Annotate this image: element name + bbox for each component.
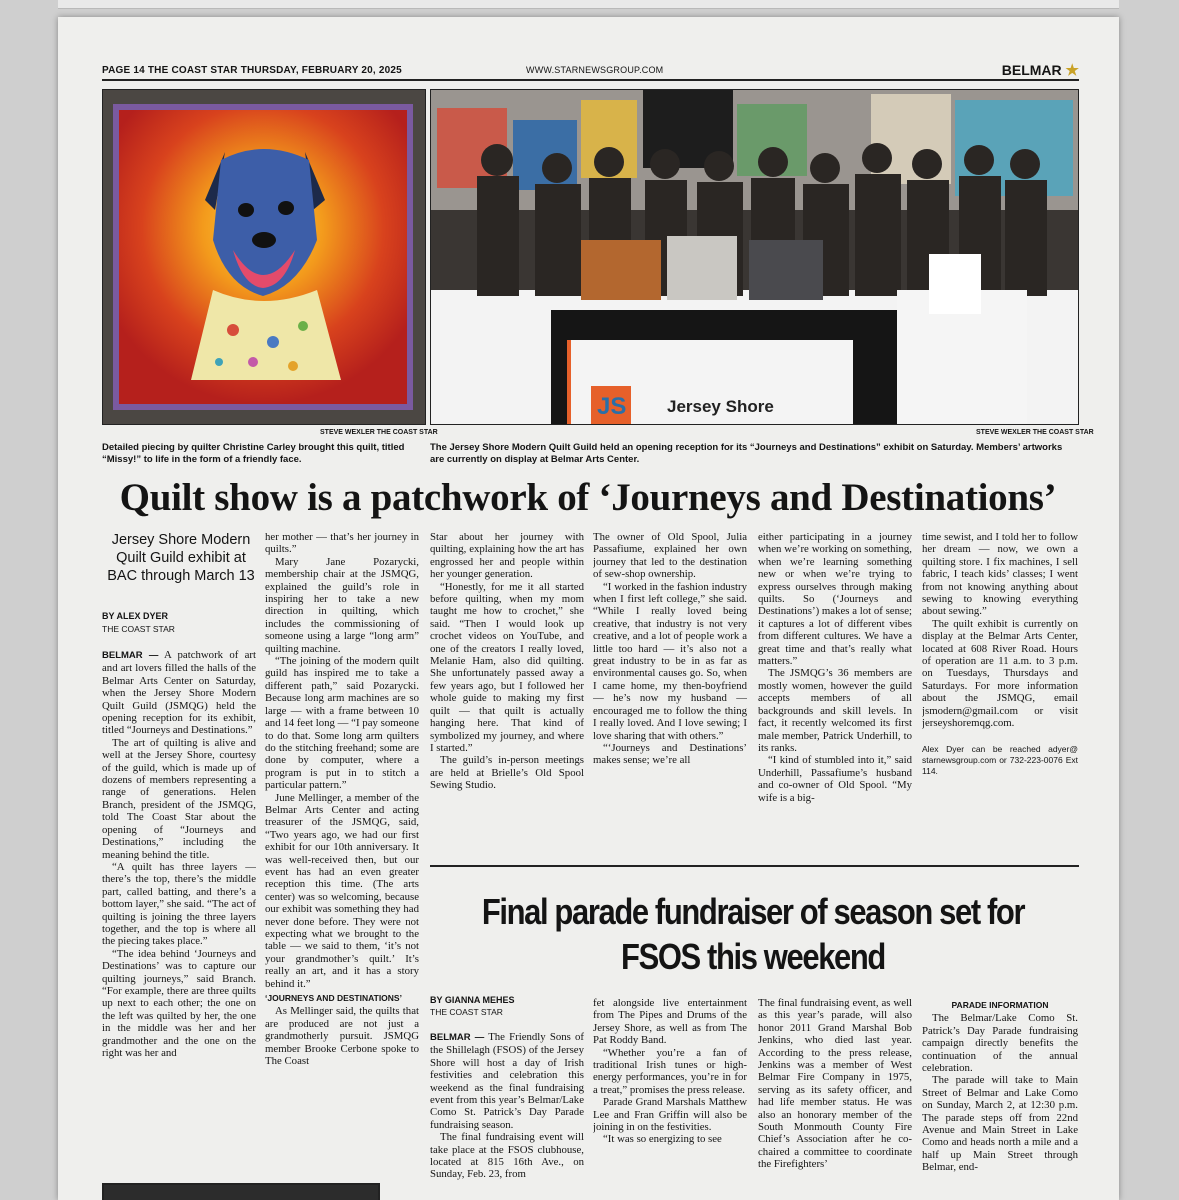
page-folio: PAGE 14 THE COAST STAR THURSDAY, FEBRUARY 20, 2025 (102, 65, 402, 76)
byline-org: THE COAST STAR (102, 624, 175, 634)
article2-column-4: PARADE INFORMATION The Belmar/Lake Como St. Patrick’s Day Parade fundraising campaign directly benefits the continuation of the annual celebration. The parade will take to Main Street of Belmar and Lake Como on Sunday, March 2, at 12:30 p.m. The parade steps off from 22nd Avenue and Main Street in Lake Como and heads north a mile and a half up Main Street through Belmar, end- (922, 1000, 1078, 1174)
article-column-2: her mother — that’s her journey in quilts.” Mary Jane Pozarycki, membership chair at the JSMQG, explained the guild’s role in inspiring her to take a new direction in quilting, which includes the commissioning of someone using a large “long arm” quilting machine. “The joining of the modern quilt guild has inspired me to take a different path,” said Pozarycki. Because long arm machines are so large — with a frame between 10 and 14 feet long — “I pay someone to do that. Some long arm quilters do the stitching freehand; some are done by computer, where a program is put in to stitch a particular pattern.” June Mellinger, a member of the Belmar Arts Center and acting treasurer of the JSMQG, said, “Two years ago, we had our first exhibit for our 10th anniversary. It was well-received then, but our event has had an even greater reception this time. (The arts center) was so welcoming, because our exhibit was something they had never done before. They were not expecting what we brought to the table — we said to them, ‘it’s not your grandmother’s quilt.’ It’s really an art, and it has a story behind it.” ‘JOURNEYS AND DESTINATIONS’ As Mellinger said, the quilts that are produced are not just a grandmotherly pursuit. JSMQG member Brooke Cerbone spoke to The Coast (265, 531, 419, 1068)
bottom-graphic (102, 1183, 380, 1200)
section-rule (430, 865, 1079, 867)
dateline: BELMAR — (102, 650, 159, 661)
article-subhead: Jersey Shore Modern Quilt Guild exhibit at BAC through March 13 (107, 532, 255, 584)
byline: BY ALEX DYER (102, 611, 169, 621)
author-contact: Alex Dyer can be reached adyer@ starnewsgroup.com or 732-223-0076 Ext 114. (922, 743, 1078, 776)
photo-caption-1: Detailed piecing by quilter Christine Carley brought this quilt, titled “Missy!” to life in the form of a friendly face. (102, 442, 405, 465)
group-photo (430, 89, 1079, 425)
second-headline[interactable]: Final parade fundraiser of season set for FSOS this weekend (481, 891, 1025, 977)
article-column-3: Star about her journey with quilting, explaining how the art has engrossed her and people within her younger generation. “Honestly, for me it all started before quilting, when my mom taught me how to crochet,” she said. “Then I would look up crochet videos on YouTube, and one of the creators I really loved, Melanie Ham, also did quilting. She unfortunately passed away a few years ago, but I followed her whole guide to making my first quilt — that quilt is actually hanging here. That kind of symbolized my journey, and where I started.” The guild’s in-person meetings are held at Brielle’s Old Spool Sewing Studio. (430, 531, 584, 792)
article-column-6: time sewist, and I told her to follow her dream — now, we own a quilting store. I fix machines, I sell fabric, I teach kids’ classes; I went from not knowing anything about sewing to knowing everything about sewing.” The quilt exhibit is currently on display at the Belmar Arts Center, located at 608 River Road. Hours of operation are 11 a.m. to 3 p.m. on Tuesdays, Thursdays and Saturdays. For more information about the JSMQG, email jsmodern@gmail.com or visit jerseyshoremqg.com. Alex Dyer can be reached adyer@ starnewsgroup.com or 732-223-0076 Ext 114. (922, 531, 1078, 776)
newspaper-page[interactable] (58, 17, 1119, 1200)
main-headline[interactable]: Quilt show is a patchwork of ‘Journeys and Destinations’ (119, 476, 1057, 519)
top-page-edge (58, 0, 1119, 9)
byline-2-org: THE COAST STAR (430, 1007, 503, 1017)
article2-column-2: fet alongside live entertainment from The Pipes and Drums of the Jersey Shore, as well as from The Pat Roddy Band. “Whether you’re a fan of traditional Irish tunes or high-energy performances, you’re in for a treat,” promises the press release. Parade Grand Marshals Matthew Lee and Fran Griffin will also be joining in on the festivities. “It was so energizing to see (593, 997, 747, 1146)
article-column-1: BELMAR — A patchwork of art and art lovers filled the halls of the Belmar Arts Center on Saturday, when the Jersey Shore Modern Quilt Guild (JSMQG) held the opening reception for its exhibit, titled “Journeys and Destinations.” The art of quilting is alive and well at the Jersey Shore, courtesy of the guild, which is made up of dozens of members representing a range of generations. Helen Branch, president of the JSMQG, told The Coast Star about the opening of “Journeys and Destinations,” including the meaning behind the title. “A quilt has three layers — there’s the top, there’s the middle part, called batting, and there’s a bottom layer,” she said. “The act of quilting is joining the three layers together, and the top is where all the piecing takes place.” “The idea behind ‘Journeys and Destinations’ was to capture our quilting journeys,” said Branch. “For example, there are three quilts up next to each other; the one on the left was quilted by her, the one in the middle was her and her grandmother and the one on the right was her and (102, 649, 256, 1059)
photo-credit-2: STEVE WEXLER THE COAST STAR (976, 429, 1094, 436)
dateline-2: BELMAR — (430, 1032, 485, 1043)
photo-credit-1: STEVE WEXLER THE COAST STAR (320, 429, 438, 436)
section-label: BELMAR ★ (1001, 62, 1079, 79)
byline-2: BY GIANNA MEHES (430, 995, 515, 1005)
parade-info-subhead: PARADE INFORMATION (951, 1000, 1049, 1010)
article2-column-1: BELMAR — The Friendly Sons of the Shillelagh (FSOS) of the Jersey Shore will host a day of Irish festivities and celebration this weekend as the final fundraising event from this year’s Belmar/Lake Como St. Patrick’s Day Parade fundraising season. The final fundraising event will take place at the FSOS clubhouse, located at 815 16th Ave., on Sunday, Feb. 23, from (430, 1031, 584, 1181)
section-subhead: ‘JOURNEYS AND DESTINATIONS’ (265, 993, 402, 1004)
svg-text:JS: JS (597, 393, 627, 420)
quilt-photo (102, 89, 426, 425)
svg-text:Jersey Shore: Jersey Shore (667, 397, 774, 416)
article-column-5: either participating in a journey when we’re working on something, when we’re learning something new or when we’re trying to express ourselves through making quilts. So (‘Journeys and Destinations’) makes a lot of sense; it captures a lot of different vibes from different cultures. We have a great time and that’s really what matters.” The JSMQG’s 36 members are mostly women, however the guild accepts members of all backgrounds and skill levels. In fact, it recently welcomed its first male member, Patrick Underhill, to its ranks. “I kind of stumbled into it,” said Underhill, Passafiume’s husband and co-owner of Old Spool. “My wife is a big- (758, 531, 912, 804)
article2-column-3: The final fundraising event, as well as this year’s parade, will also honor 2011 Grand Marshal Bob Jenkins, who died last year. According to the press release, Jenkins was a member of West Belmar Fire Company in 1975, serving as its safety officer, and had life member status. He was also an honorary member of the South Monmouth County Fire Chief’s Association after he co-chaired a committee to coordinate the Firefighters’ (758, 997, 912, 1171)
article-column-4: The owner of Old Spool, Julia Passafiume, explained her own journey that led to the destination of sew-shop ownership. “I worked in the fashion industry when I first left college,” she said. “While I really loved being creative, that industry is not very creative, and a lot of people work a little too hard — it’s also not a great industry to be in as far as environmental causes go. So, when I came home, my then-boyfriend — he’s now my husband — encouraged me to follow the thing I really loved. And I love sewing; I love sharing that with others.” “‘Journeys and Destinations’ makes sense; we’re all (593, 531, 747, 767)
page-url: WWW.STARNEWSGROUP.COM (526, 65, 664, 75)
header-rule (102, 79, 1079, 81)
star-icon: ★ (1065, 62, 1079, 79)
photo-caption-2: The Jersey Shore Modern Quilt Guild held an opening reception for its “Journeys and Destinations” exhibit on Saturday. Members’ artworks are currently on display at Belmar Arts Center. (430, 442, 1063, 465)
